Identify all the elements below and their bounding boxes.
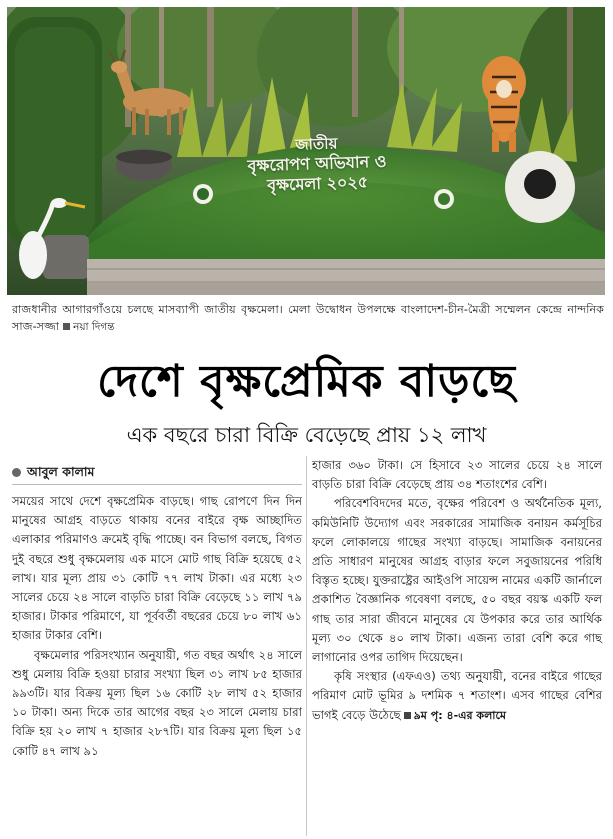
banner-line-2: বৃক্ষরোপণ অভিযান ও xyxy=(247,151,387,176)
byline-rule xyxy=(12,484,302,485)
paragraph: বৃক্ষমেলার পরিসংখ্যান অনুযায়ী, গত বছর অর্থাৎ ২৪ সালে শুধু মেলায় বিক্রি হওয়া চারার সংখ্যা ছিল ৩১ লাখ ৮৫ হাজার ৯৯৩টি। যার বিক্রয় মূল্য ছিল ১৬ কোটি ২৮ লাখ ৫২ হাজার ১০ টাকা। অন্য দিকে তার আগের বছর ২৩ সালে মেলায় চারা বিক্রি হয় ২০ লাখ ৭ হাজার ২৮৭টি। যার বিক্রয় মূল্য ছিল ১৫ কোটি ৪৭ লাখ ৯১ xyxy=(12,647,302,758)
subheadline: এক বছরে চারা বিক্রি বেড়েছে প্রায় ১২ লাখ xyxy=(126,423,487,447)
caption-text: রাজধানীর আগারগাঁওয়ে চলছে মাসব্যাপী জাতীয় বৃক্ষমেলা। মেলা উদ্বোধন উপলক্ষে বাংলাদেশ-চীন-মৈত্রী সম্মেলন কেন্দ্রে নান্দনিক সাজ-সজ্জা xyxy=(12,303,604,333)
photo-banner-text xyxy=(181,130,453,198)
paragraph-text: কৃষি সংস্থার (এফএও) তথ্য অনুযায়ী, বনের বাইরে গাছের পরিমাণ মোট ভূমির ৯ দশমিক ৭ শতাংশ। এসব গাছের বেশির ভাগই বেড়ে উঠেছে xyxy=(312,669,602,722)
column-divider xyxy=(306,456,307,836)
jump-label[interactable]: ৯ম পৃ: ৪-এর কলামে xyxy=(413,708,507,722)
banner-line-1: জাতীয় xyxy=(294,134,338,154)
headline: দেশে বৃক্ষপ্রেমিক বাড়ছে xyxy=(97,356,516,407)
article-column-right xyxy=(312,456,602,725)
byline xyxy=(12,462,302,482)
continuation-jump[interactable] xyxy=(401,709,506,722)
square-bullet-icon xyxy=(404,712,411,719)
article-column-left xyxy=(12,492,302,761)
tree-fair-photo xyxy=(7,7,605,295)
square-bullet-icon xyxy=(63,323,70,330)
paragraph: পরিবেশবিদদের মতে, বৃক্ষের পরিবেশ ও অর্থনৈতিক মূল্য, কমিউনিটি উদ্যোগ এবং সরকারের সামাজিক বনায়ন কর্মসূচির ফলে লোকালয়ে গাছের সংখ্যা বাড়ছে। সামাজিক বনায়নের প্রতি সাধারণ মানুষের আগ্রহ বাড়ার ফলে সবুজায়নের পরিধি বিস্তৃত হচ্ছে। যুক্তরাষ্ট্রের আইওপি সায়েন্স নামের একটি জার্নালে প্রকাশিত বৈজ্ঞানিক গবেষণা বলছে, ৫০ বছর বয়স্ক একটি ফল গাছ তার সারা জীবনে মানুষের যে উপকার করে তার আর্থিক মূল্য ৩০ থেকে ৪০ লাখ টাকা। এজন্য তারা বেশি করে গাছ লাগানোর ওপর তাগিদ দিয়েছেন। xyxy=(312,496,602,665)
byline-dot-icon xyxy=(12,468,21,477)
paragraph: হাজার ৩৬০ টাকা। সে হিসাবে ২৩ সালের চেয়ে ২৪ সালে বাড়তি চারা বিক্রি বেড়েছে প্রায় ৩৪ শতাংশের বেশি। xyxy=(312,458,602,492)
banner-line-3: বৃক্ষমেলা ২০২৫ xyxy=(266,171,369,195)
paragraph xyxy=(312,667,602,725)
paragraph: সময়ের সাথে দেশে বৃক্ষপ্রেমিক বাড়ছে। গাছ রোপণে দিন দিন মানুষের আগ্রহ বাড়তে থাকায় বনের বাইরে বৃক্ষ আচ্ছাদিত এলাকার পরিমাণও ক্রমেই বৃদ্ধি পাচ্ছে। বন বিভাগ বলছে, বিগত দুই বছরে শুধু বৃক্ষমেলায় এক মাসে মোট গাছ বিক্রি হয়েছে ৫২ লাখ। যার মূল্য প্রায় ৩১ কোটি ৭৭ লাখ টাকা। এর মধ্যে ২৩ সালের চেয়ে ২৪ সালে বাড়তি চারা বিক্রি বেড়েছে ১১ লাখ ৭৯ হাজার। টাকার পরিমাণে, যা পূর্ববর্তী বছরের চেয়ে ৮০ লাখ ৬১ হাজার টাকার বেশি। xyxy=(12,494,302,643)
photo-caption xyxy=(12,301,604,336)
author-name: আবুল কালাম xyxy=(27,464,95,479)
photo-credit: নয়া দিগন্ত xyxy=(73,321,115,333)
